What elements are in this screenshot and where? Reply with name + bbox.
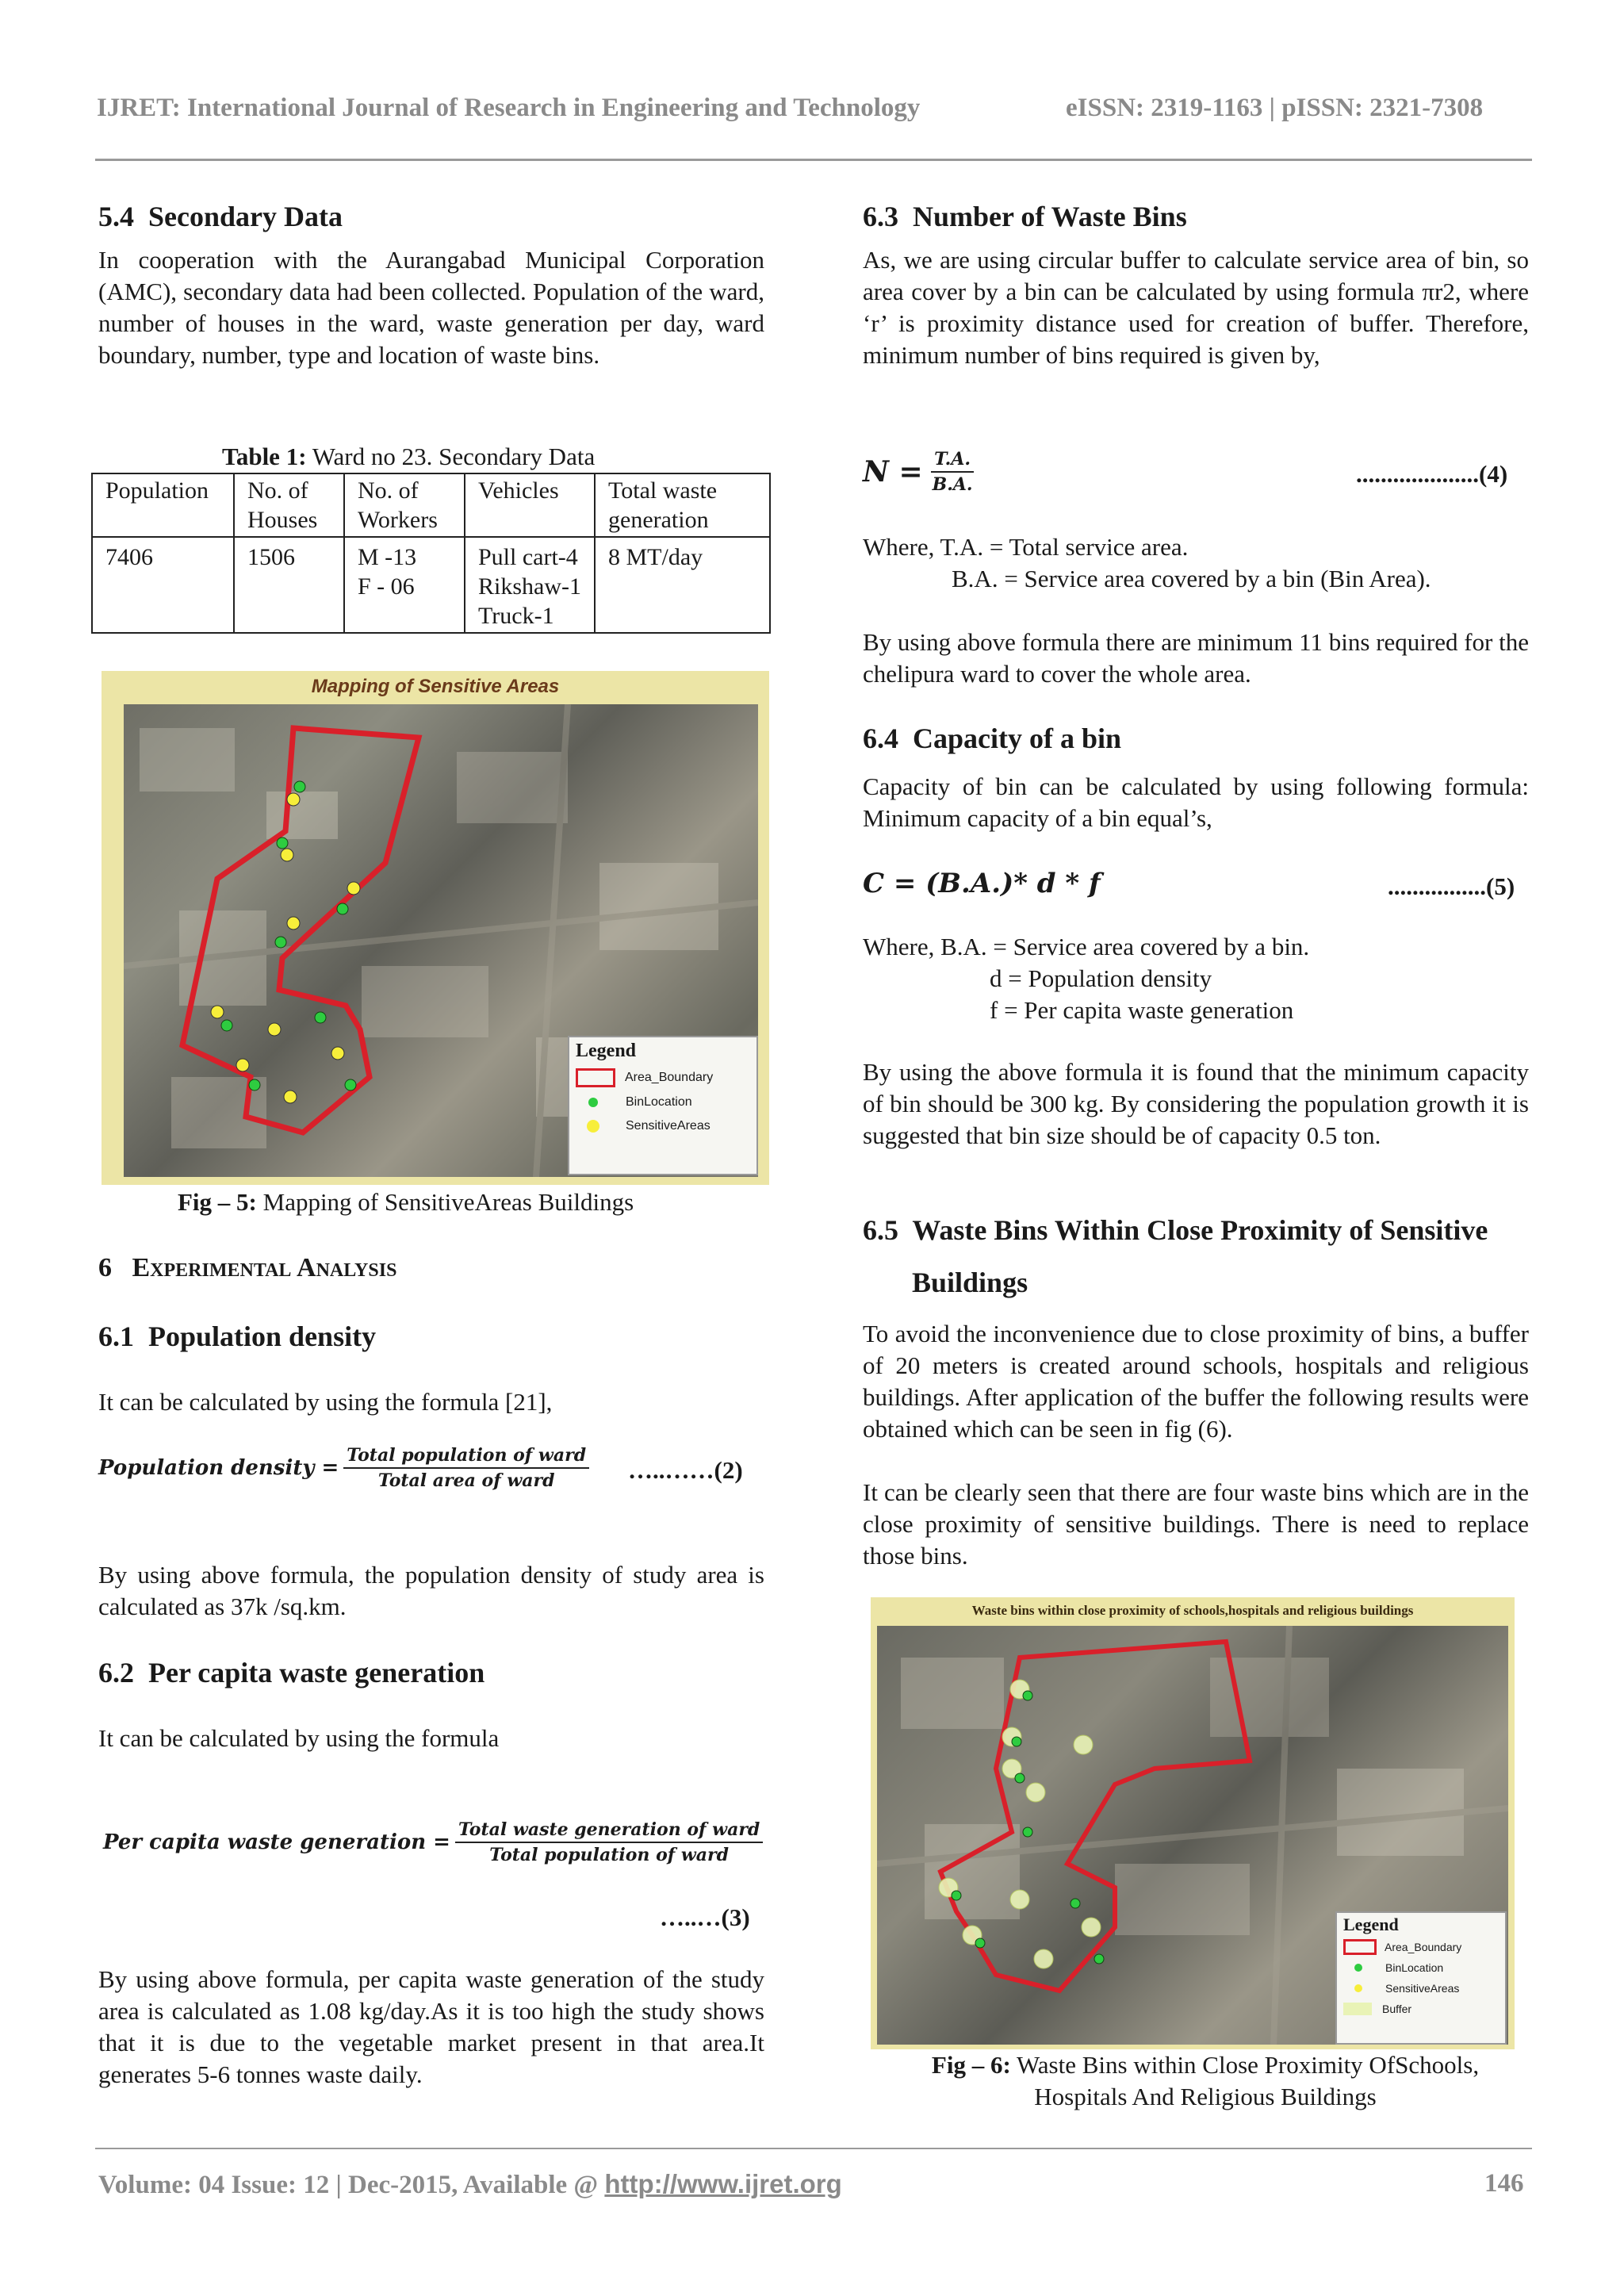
bin-marker bbox=[315, 1012, 326, 1023]
col-population: Population bbox=[92, 473, 234, 537]
legend-sensitive-swatch bbox=[587, 1120, 599, 1133]
equation-lhs: Population density = bbox=[98, 1456, 339, 1480]
section-title: Population density bbox=[148, 1320, 377, 1352]
table-caption-label: Table 1: bbox=[222, 443, 307, 470]
secondary-data-table bbox=[91, 473, 771, 634]
table-1-caption bbox=[222, 441, 595, 473]
section-5-4-heading bbox=[98, 200, 764, 233]
equation-lhs: N = bbox=[863, 455, 923, 489]
section-title: Number of Waste Bins bbox=[913, 201, 1187, 232]
figure-5-caption bbox=[178, 1186, 634, 1218]
bin-marker bbox=[275, 937, 286, 948]
bin-marker bbox=[952, 1891, 961, 1900]
footer-volume-text: Volume: 04 Issue: 12 | Dec-2015, Available @ bbox=[98, 2171, 599, 2199]
fraction-denominator: Total area of ward bbox=[377, 1470, 555, 1491]
journal-header-issn: eISSN: 2319-1163 | pISSN: 2321-7308 bbox=[1066, 94, 1484, 122]
figure-5-title: Mapping of Sensitive Areas bbox=[311, 676, 560, 697]
legend-title: Legend bbox=[576, 1041, 637, 1061]
fraction-numerator: Total waste generation of ward bbox=[455, 1819, 763, 1843]
sensitive-area-marker bbox=[331, 1047, 344, 1060]
block-shape bbox=[901, 1658, 1004, 1729]
bin-marker bbox=[1015, 1773, 1025, 1783]
buffer-circle bbox=[1010, 1890, 1029, 1909]
figure-caption-label: Fig – 5: bbox=[178, 1188, 257, 1216]
section-6-5-text-block bbox=[863, 1318, 1529, 1572]
section-title: Waste Bins Within Close Proximity of Sensitive bbox=[912, 1214, 1488, 1246]
table-header-row bbox=[92, 473, 770, 537]
figure-6-caption bbox=[890, 2049, 1521, 2113]
legend-title: Legend bbox=[1343, 1915, 1399, 1934]
legend-bin-swatch bbox=[588, 1098, 598, 1107]
equation-fraction bbox=[343, 1445, 589, 1491]
fraction-numerator: T.A. bbox=[931, 449, 974, 473]
block-shape bbox=[1115, 1864, 1250, 1935]
legend-label: BinLocation bbox=[1385, 1961, 1444, 1974]
section-6-2-heading bbox=[98, 1656, 485, 1689]
section-6-2-result: By using above formula, per capita waste generation of the study area is calculated as 1.08 kg/day.As it is too high the study shows that it is due to the vegetable market present in that area.It generates 5-6 tonnes waste daily. bbox=[98, 1965, 764, 2088]
bin-marker bbox=[1012, 1737, 1021, 1746]
section-6-heading bbox=[98, 1253, 396, 1283]
bin-marker bbox=[249, 1079, 260, 1091]
equation-5-number: ................(5) bbox=[1388, 872, 1515, 900]
block-shape bbox=[457, 752, 568, 823]
section-6-4-text: Capacity of bin can be calculated by using following formula: Minimum capacity of a bin equal’s, bbox=[863, 772, 1529, 832]
figure-6-title: Waste bins within close proximity of schools,hospitals and religious buildings bbox=[971, 1603, 1414, 1618]
equation-fraction bbox=[455, 1819, 763, 1865]
right-column bbox=[863, 200, 1529, 371]
sensitive-area-marker bbox=[281, 849, 293, 861]
equation-4-where-2: B.A. = Service area covered by a bin (Bin Area). bbox=[952, 565, 1431, 592]
figure-caption-text: Waste Bins within Close Proximity OfSchools, bbox=[1017, 2051, 1480, 2079]
workers-female: F - 06 bbox=[358, 573, 415, 600]
fraction-denominator: Total population of ward bbox=[489, 1845, 730, 1865]
section-6-1-result-block bbox=[98, 1559, 764, 1623]
buffer-circle bbox=[1074, 1735, 1093, 1754]
block-shape bbox=[362, 966, 488, 1037]
equation-2 bbox=[98, 1445, 589, 1491]
block-shape bbox=[140, 728, 235, 792]
legend-boundary-swatch bbox=[1343, 1939, 1377, 1955]
section-6-4-result: By using the above formula it is found that the minimum capacity of bin should be 300 kg. By considering the population growth it is suggested that bin size should be of capacity 0.5 ton. bbox=[863, 1058, 1529, 1149]
figure-caption-line-1 bbox=[890, 2049, 1521, 2081]
sensitive-area-marker bbox=[268, 1023, 281, 1036]
section-number: 6.2 bbox=[98, 1657, 134, 1688]
legend-item-sensitive bbox=[1337, 1978, 1505, 1999]
legend-boundary-swatch bbox=[576, 1068, 615, 1087]
bin-marker bbox=[1094, 1954, 1104, 1964]
section-6-2-text: It can be calculated by using the formula bbox=[98, 1724, 500, 1752]
section-6-3-result: By using above formula there are minimum 11 bins required for the chelipura ward to cover the whole area. bbox=[863, 628, 1529, 688]
sensitive-area-marker bbox=[236, 1059, 249, 1071]
legend-label: SensitiveAreas bbox=[626, 1119, 710, 1133]
section-title: Capacity of a bin bbox=[913, 723, 1122, 754]
legend-label: Area_Boundary bbox=[625, 1071, 714, 1084]
section-6-3-heading bbox=[863, 200, 1529, 233]
section-number: 6 bbox=[98, 1253, 112, 1282]
section-6-5-text-1: To avoid the inconvenience due to close proximity of bins, a buffer of 20 meters is created around schools, hospitals and religious buildings. After application of the buffer the following results were obtained which can be seen in fig (6). bbox=[863, 1320, 1529, 1443]
equation-5: C = (B.A.)* d * f bbox=[863, 868, 1101, 899]
section-6-1-text: It can be calculated by using the formula [21], bbox=[98, 1388, 553, 1416]
equation-4 bbox=[863, 449, 976, 495]
section-number: 6.1 bbox=[98, 1320, 134, 1352]
equation-5-where-1: Where, B.A. = Service area covered by a bin. bbox=[863, 933, 1310, 960]
figure-caption-text: Mapping of SensitiveAreas Buildings bbox=[262, 1188, 634, 1216]
section-6-1-result: By using above formula, the population density of study area is calculated as 37k /sq.km. bbox=[98, 1561, 764, 1620]
section-title: Experimental Analysis bbox=[132, 1253, 397, 1282]
equation-lhs: Per capita waste generation = bbox=[103, 1830, 450, 1854]
bin-marker bbox=[1023, 1691, 1032, 1700]
header-divider bbox=[95, 159, 1532, 161]
equation-4-number: ....................(4) bbox=[1356, 460, 1508, 488]
vehicle-rikshaw: Rikshaw-1 bbox=[478, 573, 581, 600]
journal-header-title: IJRET: International Journal of Research in Engineering and Technology bbox=[97, 94, 921, 122]
block-shape bbox=[1210, 1658, 1329, 1737]
section-6-5-heading bbox=[863, 1213, 1488, 1247]
legend-sensitive-swatch bbox=[1354, 1984, 1362, 1992]
bin-marker bbox=[1071, 1899, 1080, 1908]
equation-4-where-1: Where, T.A. = Total service area. bbox=[863, 533, 1189, 561]
section-6-5-text-2: It can be clearly seen that there are four waste bins which are in the close proximity of sensitive buildings. There is need to replace those bins. bbox=[863, 1478, 1529, 1570]
section-6-4-result-block bbox=[863, 1056, 1529, 1152]
legend-label: Buffer bbox=[1382, 2003, 1412, 2015]
section-5-4-text: In cooperation with the Aurangabad Municipal Corporation (AMC), secondary data had been collected. Population of the ward, number of houses in the ward, waste generation per day, ward boundary, number, type and location of waste bins. bbox=[98, 246, 764, 369]
footer-link[interactable]: http://www.ijret.org bbox=[604, 2169, 842, 2198]
workers-male: M -13 bbox=[358, 544, 417, 570]
bin-marker bbox=[345, 1079, 356, 1091]
equation-5-where-2: d = Population density bbox=[990, 964, 1212, 992]
section-6-3-result-block bbox=[863, 627, 1529, 690]
legend-item-boundary bbox=[1337, 1937, 1505, 1957]
equation-5-where-3: f = Per capita waste generation bbox=[990, 996, 1294, 1024]
legend-label: SensitiveAreas bbox=[1385, 1982, 1460, 1995]
col-workers: No. of Workers bbox=[344, 473, 465, 537]
cell-vehicles bbox=[465, 537, 595, 633]
section-number: 5.4 bbox=[98, 201, 134, 232]
col-total-waste: Total waste generation bbox=[595, 473, 770, 537]
figure-6-map bbox=[871, 1597, 1515, 2049]
legend-buffer-swatch bbox=[1343, 2003, 1372, 2015]
figure-6-legend bbox=[1335, 1911, 1507, 2045]
bin-marker bbox=[1023, 1827, 1032, 1837]
equation-2-number: …..……(2) bbox=[628, 1456, 743, 1484]
legend-item-buffer bbox=[1337, 1999, 1505, 2019]
left-column bbox=[98, 200, 764, 371]
section-6-3-text: As, we are using circular buffer to calculate service area of bin, so area cover by a bin can be calculated by using formula πr2, where ‘r’ is proximity distance used for creation of buffer. Therefore, minimum number of bins required is given by, bbox=[863, 246, 1529, 369]
sensitive-area-marker bbox=[347, 882, 360, 895]
equation-3 bbox=[103, 1819, 763, 1865]
legend-item-sensitive bbox=[569, 1114, 756, 1138]
section-number: 6.3 bbox=[863, 201, 898, 232]
col-houses: No. of Houses bbox=[234, 473, 344, 537]
legend-label: Area_Boundary bbox=[1385, 1941, 1462, 1953]
legend-item-bin bbox=[569, 1091, 756, 1114]
legend-bin-swatch bbox=[1354, 1964, 1362, 1972]
section-6-4-heading bbox=[863, 722, 1121, 755]
cell-total-waste: 8 MT/day bbox=[595, 537, 770, 633]
equation-fraction bbox=[929, 449, 976, 495]
bin-marker bbox=[221, 1020, 232, 1031]
figure-caption-line-2: Hospitals And Religious Buildings bbox=[1034, 2083, 1377, 2110]
bin-marker bbox=[337, 903, 348, 914]
cell-population: 7406 bbox=[92, 537, 234, 633]
vehicle-pull-cart: Pull cart-4 bbox=[478, 544, 578, 570]
figure-5-legend bbox=[568, 1036, 758, 1175]
bin-marker bbox=[294, 781, 305, 792]
section-6-2-result-block bbox=[98, 1964, 764, 2091]
block-shape bbox=[266, 792, 338, 839]
col-vehicles: Vehicles bbox=[465, 473, 595, 537]
bin-marker bbox=[975, 1938, 985, 1948]
buffer-circle bbox=[1034, 1949, 1053, 1968]
bin-marker bbox=[277, 838, 288, 849]
sensitive-area-marker bbox=[211, 1006, 224, 1018]
cell-houses: 1506 bbox=[234, 537, 344, 633]
page-number: 146 bbox=[1484, 2169, 1524, 2198]
footer-divider bbox=[95, 2148, 1532, 2149]
fraction-denominator: B.A. bbox=[932, 474, 973, 495]
section-title: Per capita waste generation bbox=[148, 1657, 485, 1688]
legend-item-bin bbox=[1337, 1957, 1505, 1978]
legend-label: BinLocation bbox=[626, 1095, 692, 1109]
section-number: 6.4 bbox=[863, 723, 898, 754]
section-title: Secondary Data bbox=[148, 201, 343, 232]
section-number: 6.5 bbox=[863, 1214, 898, 1246]
satellite-image bbox=[877, 1626, 1508, 2045]
buffer-circle bbox=[1026, 1783, 1045, 1802]
buffer-circle bbox=[1082, 1918, 1101, 1937]
vehicle-truck: Truck-1 bbox=[478, 603, 554, 629]
equation-3-number: …..…(3) bbox=[660, 1903, 750, 1931]
table-caption-text: Ward no 23. Secondary Data bbox=[312, 443, 596, 470]
figure-5-map bbox=[102, 671, 769, 1185]
fraction-numerator: Total population of ward bbox=[343, 1445, 589, 1469]
satellite-image bbox=[124, 704, 758, 1177]
legend-item-boundary bbox=[569, 1065, 756, 1091]
figure-caption-label: Fig – 6: bbox=[931, 2051, 1011, 2079]
sensitive-area-marker bbox=[287, 917, 300, 930]
table-row bbox=[92, 537, 770, 633]
section-6-4-text-block bbox=[863, 771, 1529, 834]
sensitive-area-marker bbox=[287, 793, 300, 806]
cell-workers bbox=[344, 537, 465, 633]
sensitive-area-marker bbox=[284, 1091, 297, 1103]
footer-volume bbox=[98, 2169, 842, 2200]
section-6-5-heading-line-2: Buildings bbox=[912, 1267, 1028, 1298]
section-6-1-heading bbox=[98, 1320, 376, 1353]
